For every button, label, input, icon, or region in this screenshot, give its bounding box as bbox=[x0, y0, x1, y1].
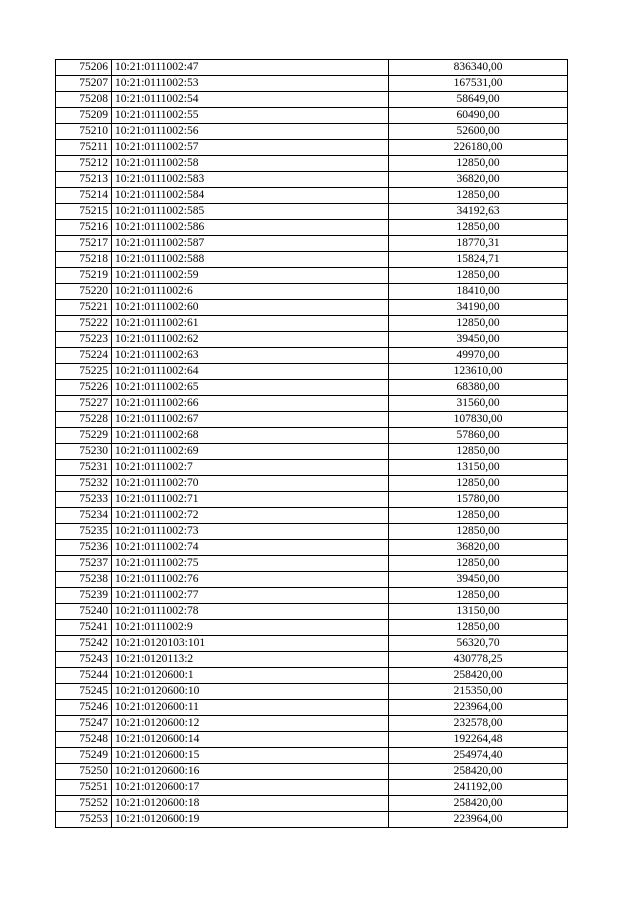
row-number-cell: 75250 bbox=[56, 764, 112, 780]
row-number-cell: 75231 bbox=[56, 460, 112, 476]
table-row bbox=[56, 764, 568, 780]
table-row bbox=[56, 412, 568, 428]
row-number-cell: 75242 bbox=[56, 636, 112, 652]
row-number-cell: 75245 bbox=[56, 684, 112, 700]
table-row bbox=[56, 700, 568, 716]
value-cell: 39450,00 bbox=[389, 332, 568, 348]
row-number-cell: 75228 bbox=[56, 412, 112, 428]
value-cell: 36820,00 bbox=[389, 172, 568, 188]
row-number-cell: 75211 bbox=[56, 140, 112, 156]
value-cell: 192264,48 bbox=[389, 732, 568, 748]
table-row bbox=[56, 92, 568, 108]
row-number-cell: 75235 bbox=[56, 524, 112, 540]
row-number-cell: 75223 bbox=[56, 332, 112, 348]
table-row bbox=[56, 732, 568, 748]
cadastral-number-cell: 10:21:0111002:72 bbox=[112, 508, 389, 524]
table-row bbox=[56, 556, 568, 572]
value-cell: 12850,00 bbox=[389, 444, 568, 460]
value-cell: 107830,00 bbox=[389, 412, 568, 428]
row-number-cell: 75240 bbox=[56, 604, 112, 620]
cadastral-number-cell: 10:21:0111002:54 bbox=[112, 92, 389, 108]
value-cell: 215350,00 bbox=[389, 684, 568, 700]
row-number-cell: 75234 bbox=[56, 508, 112, 524]
cadastral-number-cell: 10:21:0111002:77 bbox=[112, 588, 389, 604]
value-cell: 56320,70 bbox=[389, 636, 568, 652]
row-number-cell: 75214 bbox=[56, 188, 112, 204]
cadastral-number-cell: 10:21:0111002:71 bbox=[112, 492, 389, 508]
row-number-cell: 75226 bbox=[56, 380, 112, 396]
row-number-cell: 75212 bbox=[56, 156, 112, 172]
row-number-cell: 75239 bbox=[56, 588, 112, 604]
table-row bbox=[56, 124, 568, 140]
value-cell: 223964,00 bbox=[389, 812, 568, 828]
cadastral-number-cell: 10:21:0111002:75 bbox=[112, 556, 389, 572]
value-cell: 58649,00 bbox=[389, 92, 568, 108]
value-cell: 258420,00 bbox=[389, 668, 568, 684]
table-row bbox=[56, 716, 568, 732]
table-row bbox=[56, 76, 568, 92]
cadastral-number-cell: 10:21:0120600:10 bbox=[112, 684, 389, 700]
table-row bbox=[56, 476, 568, 492]
table-row bbox=[56, 492, 568, 508]
value-cell: 254974,40 bbox=[389, 748, 568, 764]
cadastral-number-cell: 10:21:0120600:19 bbox=[112, 812, 389, 828]
row-number-cell: 75213 bbox=[56, 172, 112, 188]
row-number-cell: 75238 bbox=[56, 572, 112, 588]
table-row bbox=[56, 252, 568, 268]
table-row bbox=[56, 268, 568, 284]
table-row bbox=[56, 172, 568, 188]
table-row bbox=[56, 188, 568, 204]
row-number-cell: 75218 bbox=[56, 252, 112, 268]
table-row bbox=[56, 588, 568, 604]
table-row bbox=[56, 796, 568, 812]
value-cell: 49970,00 bbox=[389, 348, 568, 364]
row-number-cell: 75233 bbox=[56, 492, 112, 508]
table-row bbox=[56, 380, 568, 396]
cadastral-number-cell: 10:21:0120600:12 bbox=[112, 716, 389, 732]
row-number-cell: 75225 bbox=[56, 364, 112, 380]
value-cell: 123610,00 bbox=[389, 364, 568, 380]
value-cell: 12850,00 bbox=[389, 556, 568, 572]
table-row bbox=[56, 364, 568, 380]
row-number-cell: 75244 bbox=[56, 668, 112, 684]
cadastral-number-cell: 10:21:0111002:586 bbox=[112, 220, 389, 236]
cadastral-number-cell: 10:21:0111002:65 bbox=[112, 380, 389, 396]
cadastral-number-cell: 10:21:0111002:60 bbox=[112, 300, 389, 316]
table-row bbox=[56, 332, 568, 348]
table-body bbox=[56, 60, 568, 828]
row-number-cell: 75246 bbox=[56, 700, 112, 716]
value-cell: 68380,00 bbox=[389, 380, 568, 396]
cadastral-number-cell: 10:21:0120103:101 bbox=[112, 636, 389, 652]
cadastral-number-cell: 10:21:0111002:58 bbox=[112, 156, 389, 172]
row-number-cell: 75232 bbox=[56, 476, 112, 492]
table-row bbox=[56, 348, 568, 364]
value-cell: 12850,00 bbox=[389, 220, 568, 236]
value-cell: 12850,00 bbox=[389, 316, 568, 332]
value-cell: 13150,00 bbox=[389, 460, 568, 476]
cadastral-number-cell: 10:21:0111002:6 bbox=[112, 284, 389, 300]
value-cell: 12850,00 bbox=[389, 268, 568, 284]
cadastral-number-cell: 10:21:0111002:59 bbox=[112, 268, 389, 284]
row-number-cell: 75206 bbox=[56, 60, 112, 76]
table-row bbox=[56, 300, 568, 316]
cadastral-number-cell: 10:21:0120600:16 bbox=[112, 764, 389, 780]
document-page bbox=[55, 59, 567, 828]
row-number-cell: 75208 bbox=[56, 92, 112, 108]
table-row bbox=[56, 572, 568, 588]
table-row bbox=[56, 460, 568, 476]
cadastral-number-cell: 10:21:0111002:61 bbox=[112, 316, 389, 332]
cadastral-number-cell: 10:21:0120600:11 bbox=[112, 700, 389, 716]
value-cell: 232578,00 bbox=[389, 716, 568, 732]
row-number-cell: 75217 bbox=[56, 236, 112, 252]
table-row bbox=[56, 684, 568, 700]
cadastral-number-cell: 10:21:0111002:76 bbox=[112, 572, 389, 588]
value-cell: 226180,00 bbox=[389, 140, 568, 156]
cadastral-number-cell: 10:21:0120600:15 bbox=[112, 748, 389, 764]
cadastral-number-cell: 10:21:0111002:62 bbox=[112, 332, 389, 348]
table-row bbox=[56, 812, 568, 828]
cadastral-number-cell: 10:21:0111002:47 bbox=[112, 60, 389, 76]
cadastral-number-cell: 10:21:0111002:56 bbox=[112, 124, 389, 140]
row-number-cell: 75241 bbox=[56, 620, 112, 636]
value-cell: 57860,00 bbox=[389, 428, 568, 444]
cadastral-number-cell: 10:21:0111002:64 bbox=[112, 364, 389, 380]
row-number-cell: 75252 bbox=[56, 796, 112, 812]
value-cell: 12850,00 bbox=[389, 620, 568, 636]
value-cell: 12850,00 bbox=[389, 588, 568, 604]
value-cell: 52600,00 bbox=[389, 124, 568, 140]
value-cell: 12850,00 bbox=[389, 508, 568, 524]
value-cell: 18410,00 bbox=[389, 284, 568, 300]
row-number-cell: 75224 bbox=[56, 348, 112, 364]
table-row bbox=[56, 140, 568, 156]
cadastral-number-cell: 10:21:0111002:9 bbox=[112, 620, 389, 636]
value-cell: 34192,63 bbox=[389, 204, 568, 220]
cadastral-number-cell: 10:21:0111002:585 bbox=[112, 204, 389, 220]
table-row bbox=[56, 444, 568, 460]
row-number-cell: 75251 bbox=[56, 780, 112, 796]
value-cell: 31560,00 bbox=[389, 396, 568, 412]
value-cell: 12850,00 bbox=[389, 156, 568, 172]
value-cell: 12850,00 bbox=[389, 188, 568, 204]
value-cell: 223964,00 bbox=[389, 700, 568, 716]
cadastral-number-cell: 10:21:0111002:583 bbox=[112, 172, 389, 188]
value-cell: 167531,00 bbox=[389, 76, 568, 92]
value-cell: 12850,00 bbox=[389, 476, 568, 492]
table-row bbox=[56, 220, 568, 236]
table-row bbox=[56, 636, 568, 652]
cadastral-number-cell: 10:21:0111002:53 bbox=[112, 76, 389, 92]
table-row bbox=[56, 508, 568, 524]
cadastral-number-cell: 10:21:0120113:2 bbox=[112, 652, 389, 668]
row-number-cell: 75248 bbox=[56, 732, 112, 748]
value-cell: 15780,00 bbox=[389, 492, 568, 508]
row-number-cell: 75243 bbox=[56, 652, 112, 668]
cadastral-number-cell: 10:21:0111002:68 bbox=[112, 428, 389, 444]
cadastral-number-cell: 10:21:0111002:69 bbox=[112, 444, 389, 460]
table-row bbox=[56, 316, 568, 332]
cadastral-number-cell: 10:21:0111002:73 bbox=[112, 524, 389, 540]
value-cell: 60490,00 bbox=[389, 108, 568, 124]
cadastral-number-cell: 10:21:0111002:78 bbox=[112, 604, 389, 620]
row-number-cell: 75210 bbox=[56, 124, 112, 140]
row-number-cell: 75207 bbox=[56, 76, 112, 92]
cadastral-number-cell: 10:21:0111002:67 bbox=[112, 412, 389, 428]
cadastral-number-cell: 10:21:0111002:57 bbox=[112, 140, 389, 156]
cadastral-value-table bbox=[55, 59, 568, 828]
table-row bbox=[56, 604, 568, 620]
row-number-cell: 75249 bbox=[56, 748, 112, 764]
table-row bbox=[56, 396, 568, 412]
row-number-cell: 75230 bbox=[56, 444, 112, 460]
row-number-cell: 75253 bbox=[56, 812, 112, 828]
row-number-cell: 75237 bbox=[56, 556, 112, 572]
row-number-cell: 75247 bbox=[56, 716, 112, 732]
table-row bbox=[56, 204, 568, 220]
row-number-cell: 75209 bbox=[56, 108, 112, 124]
cadastral-number-cell: 10:21:0111002:587 bbox=[112, 236, 389, 252]
table-row bbox=[56, 236, 568, 252]
table-row bbox=[56, 60, 568, 76]
cadastral-number-cell: 10:21:0111002:63 bbox=[112, 348, 389, 364]
cadastral-number-cell: 10:21:0120600:1 bbox=[112, 668, 389, 684]
table-row bbox=[56, 540, 568, 556]
value-cell: 430778,25 bbox=[389, 652, 568, 668]
value-cell: 34190,00 bbox=[389, 300, 568, 316]
value-cell: 36820,00 bbox=[389, 540, 568, 556]
cadastral-number-cell: 10:21:0120600:18 bbox=[112, 796, 389, 812]
row-number-cell: 75216 bbox=[56, 220, 112, 236]
table-row bbox=[56, 108, 568, 124]
table-row bbox=[56, 748, 568, 764]
table-row bbox=[56, 652, 568, 668]
cadastral-number-cell: 10:21:0111002:55 bbox=[112, 108, 389, 124]
cadastral-number-cell: 10:21:0111002:66 bbox=[112, 396, 389, 412]
row-number-cell: 75229 bbox=[56, 428, 112, 444]
table-row bbox=[56, 668, 568, 684]
row-number-cell: 75220 bbox=[56, 284, 112, 300]
table-row bbox=[56, 428, 568, 444]
row-number-cell: 75227 bbox=[56, 396, 112, 412]
cadastral-number-cell: 10:21:0111002:74 bbox=[112, 540, 389, 556]
value-cell: 15824,71 bbox=[389, 252, 568, 268]
cadastral-number-cell: 10:21:0111002:588 bbox=[112, 252, 389, 268]
value-cell: 18770,31 bbox=[389, 236, 568, 252]
value-cell: 241192,00 bbox=[389, 780, 568, 796]
cadastral-number-cell: 10:21:0120600:14 bbox=[112, 732, 389, 748]
row-number-cell: 75221 bbox=[56, 300, 112, 316]
value-cell: 12850,00 bbox=[389, 524, 568, 540]
value-cell: 13150,00 bbox=[389, 604, 568, 620]
cadastral-number-cell: 10:21:0111002:70 bbox=[112, 476, 389, 492]
value-cell: 39450,00 bbox=[389, 572, 568, 588]
row-number-cell: 75236 bbox=[56, 540, 112, 556]
table-row bbox=[56, 284, 568, 300]
cadastral-number-cell: 10:21:0111002:584 bbox=[112, 188, 389, 204]
value-cell: 258420,00 bbox=[389, 764, 568, 780]
row-number-cell: 75219 bbox=[56, 268, 112, 284]
value-cell: 258420,00 bbox=[389, 796, 568, 812]
table-row bbox=[56, 524, 568, 540]
cadastral-number-cell: 10:21:0120600:17 bbox=[112, 780, 389, 796]
table-row bbox=[56, 620, 568, 636]
row-number-cell: 75215 bbox=[56, 204, 112, 220]
value-cell: 836340,00 bbox=[389, 60, 568, 76]
table-row bbox=[56, 780, 568, 796]
table-row bbox=[56, 156, 568, 172]
row-number-cell: 75222 bbox=[56, 316, 112, 332]
cadastral-number-cell: 10:21:0111002:7 bbox=[112, 460, 389, 476]
